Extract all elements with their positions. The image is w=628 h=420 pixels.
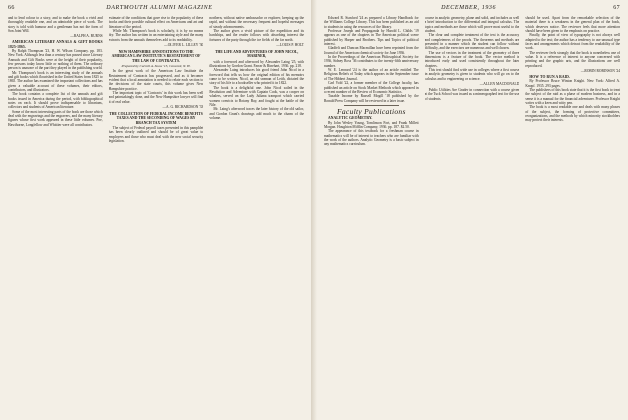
paragraph: The book is a delightful one. John Nicol sailed in the Resolution and Adventure with Captain Cook, was a cooper on whalers, served on the Lady Juliana transport which carried women convicts to Botany Bay, and fought at the battle of the Nile. <box>209 85 305 108</box>
paragraph: northern, without native ambassador or explorer, keeping up the rapid, and without the necessary frequent and hopeful messages of steady advancements. <box>209 16 305 29</box>
magazine-title: DARTMOUTH ALUMNI MAGAZINE <box>106 5 213 11</box>
paragraph: Professor Joseph and Propaganda by Harold L. Childs '19 appears as one of the chapters in The American political scene published by Harper and Brothers. Tips and Topics of political interest. <box>324 29 419 47</box>
page-number: 66 <box>8 5 15 11</box>
book-subtitle: Prepared by Carroll A. Snow '15, Concord, N. H. <box>121 63 191 68</box>
page-number: 67 <box>613 5 620 11</box>
right-page-header <box>324 5 620 14</box>
paragraph: Taxable Income by Russell Mogill '18 published by the Ronald Press Company will be reviewed in a later issue. <box>324 94 419 103</box>
paragraph: The subject of Federal payroll taxes presented in this pamphlet has been clearly outlined and should be of great value to employers and those who must deal with the new social security legislation. <box>108 125 204 143</box>
paragraph: with a foreword and afterword by Alexander Laing '25, with illustrations by Gordon Grant. Farrar & Rinehart, 1936. pp. 218. <box>209 59 305 68</box>
paragraph: The book contains a complete list of the annuals and gift books issued in America during the period, with bibliographical notes on each. It should prove indispensable to librarians, collectors and students of American literature. <box>8 92 103 110</box>
paragraph: The use of vectors in the treatment of the geometry of three dimensions is a feature of the book. The vector method is introduced early and used consistently throughout the later chapters. <box>424 50 520 68</box>
paragraph: Alexander Laing introduces his good friend John Nicol in a foreword that tells us how the original edition of his memoirs came to be written. Nicol, an old seaman of Leith, dictated the story of his life to a bookseller who printed it in 1822. <box>209 68 305 86</box>
paragraph: Carl Vold '22, a former member of the College faculty, has published an article on Stock Market Methods which appeared in a recent number of the Review of Economic Statistics. <box>324 81 419 94</box>
right-page <box>318 0 628 420</box>
paragraph: While Mr. Thompson's book is scholarly, it is by no means dry. The author has written in an entertaining style and the many extracts from the annuals themselves add to its readability. <box>108 29 204 42</box>
paragraph: In the Proceedings of the American Philosophical Society for 1936, Sidney Ross '36 contributes to the twenty-fifth anniversary number. <box>324 55 419 68</box>
issue-date: DECEMBER, 1936 <box>441 5 497 11</box>
paragraph: The clear and complete treatment of the text is the accuracy and completeness of the proofs. The theorems and methods are presented in a manner which the student can follow without difficulty, and the exercises are numerous and well chosen. <box>424 33 520 51</box>
paragraph: The appearance of this textbook for a freshman course in mathematics will be of interest to teachers who are familiar with the work of the authors. Analytic Geometry is a basic subject in any mathematics curriculum. <box>324 129 419 147</box>
paragraph: Edward R. Stanford '24 as prepared a Library Handbook for the Williams College Library. This has been published as an aid to students in using the resources of the library. <box>324 16 419 29</box>
paragraph: Mr. Thompson's book is an interesting study of the annuals and gift books which flourished in the United States from 1825 to 1865. The author has examined the important collections and has given a valuable account of these volumes, their editors, contributors, and illustrators. <box>8 70 103 92</box>
paragraph: By John Wesley Young, Tomlinson Fort, and Frank Millett Morgan. Houghton Mifflin Company, 1936. pp. 187. $2.50. <box>324 120 419 129</box>
paragraph: The book is a most readable one and deals with many phases of the subject, the forming of protective committees, reorganizations, and the methods by which minority stockholders may protect their interests. <box>525 105 621 123</box>
paragraph: This text should find wide use in colleges where a first course in analytic geometry is given to students who will go on to the calculus and to engineering or science. <box>424 68 520 81</box>
book-title: AMERICAN LITERARY ANNALS & GIFT BOOKS 1825-1865. <box>8 40 103 49</box>
reviewer-signature: —A. G. RICHARDSON '33 <box>162 104 204 109</box>
reviewer-signature: —ROBIN ROBINSON '24 <box>580 68 621 73</box>
book-title: THE COLLECTION OF FEDERAL INCOME BENEFITS TAXES AND THE SECONDING OF WAGES BY BRANCH TAX SYSTEM <box>109 111 203 125</box>
paragraph: Gladfelt and Duncan Macmillan have been reprinted from the Journal of the American chemical society for June 1936. <box>324 46 419 55</box>
paragraph: course in analytic geometry, plane and solid, and includes as well a brief introduction to the differential and integral calculus. The topics and methods are those which will prove most useful to the student. <box>424 16 520 34</box>
paragraph: The publishers of this book state that it is the first book to treat the subject of the raid as a phase of modern business, and in a sense it is a manual for the financial adventurer. Professor Knight writes with a keen and witty pen. <box>525 88 621 106</box>
book-title: ANALYTIC GEOMETRY. <box>328 116 373 121</box>
paragraph: The reviewer feels strongly that the book is nonetheless one of value. It is a reference of interest to anyone concerned with printing and the graphic arts, and the illustrations are well reproduced. <box>525 50 621 68</box>
paragraph: and to lend colour to a story, and to make the book a vivid and thoroughly readable one, and an admirable piece of work. The story is told with humour and a gentleman has not the form of Son Joint Will. <box>8 16 103 34</box>
left-columns <box>8 16 304 418</box>
divider <box>344 105 399 106</box>
paragraph: W. E. Leonard '24 is the author of an article entitled The Religious Beliefs of Today which appears in the September issue of The Hibbert Journal. <box>324 68 419 81</box>
paragraph: Public Utilities Are Grader in connection with a course given at the Tuck School was issued as a mimeographed text for the use of students. <box>424 88 520 101</box>
book-title: THE LIFE AND ADVENTURES OF JOHN NICOL, MARINER, <box>215 49 299 59</box>
left-page-header <box>8 5 304 14</box>
right-columns <box>324 16 620 418</box>
right-column-3 <box>525 16 620 418</box>
book-title: HOW TO RUN A RAID. <box>529 74 570 79</box>
left-column-1 <box>8 16 103 418</box>
paragraph: Mr. Laing's afterword traces the later history of the old sailor, and Gordon Grant's drawings add much to the charm of the volume. <box>209 107 305 121</box>
paragraph: In the great work of the American Law Institute the Restatement of Contracts has progressed, and as it becomes evident that a local annotation is needed to relate each section to the decisions of the state courts, this volume gives New Hampshire practice. <box>108 69 204 91</box>
section-heading: Faculty Publications <box>336 106 406 116</box>
left-column-2 <box>109 16 204 418</box>
paragraph: should be used. Apart from the remarkable selection of the material there is a weakness in the general plan of the book, which deserves notice. The reviewer feels that more attention should have been given to the emphasis on practice. <box>525 16 621 34</box>
right-column-1 <box>324 16 419 418</box>
reviewer-signature: —RALPH A. BURNS <box>70 33 103 38</box>
paragraph: estimate of the conditions that gave rise to the popularity of these books and their possible cultural effect on Americans and art and literature of the period. <box>108 16 204 29</box>
reviewer-signature: —ALLEN MACDONALD <box>479 81 520 86</box>
reviewer-signature: —OLIVER L. LILLEY '30 <box>164 42 204 47</box>
paragraph: The author gives a vivid picture of the expedition and its hardships, and the reader follows with absorbing interest the fortunes of the party through the ice fields of the far north. <box>209 29 305 42</box>
left-page <box>0 0 310 420</box>
paragraph: Some of the most interesting parts of the book are those which deal with the engravings and the engravers, and the many literary figures whose first work appeared in these little volumes. Poe, Hawthorne, Longfellow and Whittier were all contributors. <box>8 109 103 127</box>
right-column-2 <box>425 16 520 418</box>
book-title: NEW HAMPSHIRE ANNOTATIONS TO THE AMERICAN LAW INSTITUTE'S RESTATEMENT OF THE LAW OF CONTRACTS. <box>111 49 201 63</box>
reviewer-signature: —LOUIS P. HOLT <box>276 42 305 47</box>
page-gutter <box>311 0 317 420</box>
left-column-3 <box>209 16 304 418</box>
paragraph: The important topic of 'Contracts' in this work has been well and painstakingly done, and the New Hampshire lawyer will find it of real value. <box>108 91 204 104</box>
paragraph: By Ralph Thompson '23, H. W. Wilson Company. pp. 183. New York. Although less than a century has passed since Literary Annuals and Gift Books were at the height of their popularity, few persons today know little or nothing of them. The ordinary person is unaware of the part they played in the publishing world. <box>8 48 103 71</box>
paragraph: By Professor Bruce Winton Knight. New York: Alfred A. Knopf. 1935. 293 pages. <box>525 79 621 88</box>
paragraph: Finally, the point of view of typography is not always well adapted to the text; the author has a tendency to use unusual type faces and arrangements which detract from the readability of the work. <box>525 33 621 51</box>
